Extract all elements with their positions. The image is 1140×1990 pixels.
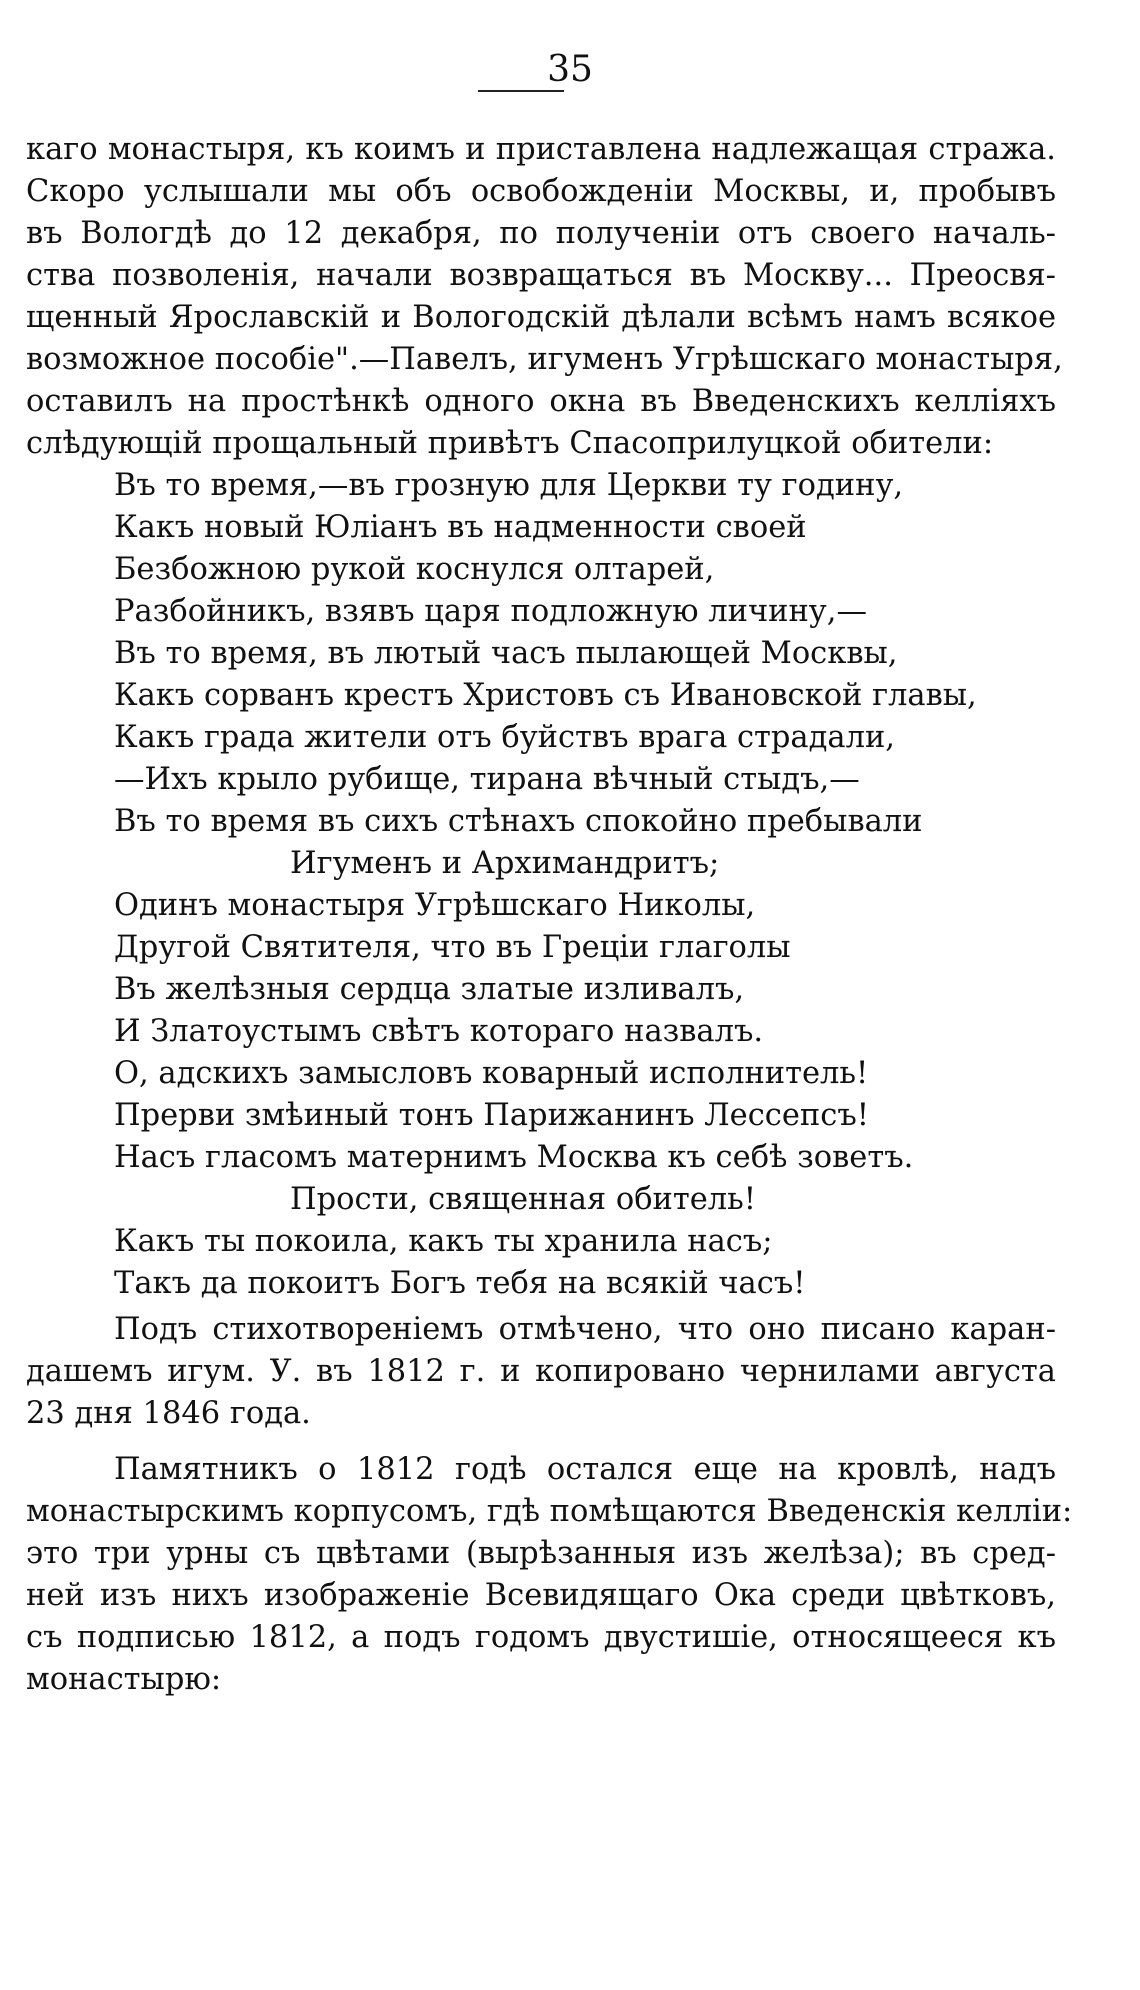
poem-line: Разбойникъ, взявъ царя подложную личину,— <box>114 594 867 629</box>
paragraph-1-line: щенный Ярославскій и Вологодскій дѣлали всѣмъ намъ всякое <box>26 300 1056 335</box>
header-rule <box>478 90 564 92</box>
poem-line: Въ то время,—въ грозную для Церкви ту годину, <box>114 468 904 503</box>
poem-line: Одинъ монастыря Угрѣшскаго Николы, <box>114 888 756 923</box>
page-number: 35 <box>547 49 593 90</box>
poem-line: Въ желѣзныя сердца златые изливалъ, <box>114 972 745 1007</box>
paragraph-2-line: Подъ стихотвореніемъ отмѣчено, что оно писано каран- <box>114 1312 1056 1347</box>
poem-line: Въ то время въ сихъ стѣнахъ спокойно пребывали <box>114 804 923 839</box>
paragraph-3-line: съ подписью 1812, а подъ годомъ двустишіе, относящееся къ <box>26 1620 1056 1655</box>
poem-line: Другой Святителя, что въ Греціи глаголы <box>114 930 791 965</box>
poem-line-centered: Игуменъ и Архимандритъ; <box>290 846 720 881</box>
paragraph-1-line: Скоро услышали мы объ освобожденіи Москвы, и, пробывъ <box>26 174 1056 209</box>
poem-line: Насъ гласомъ матернимъ Москва къ себѣ зоветъ. <box>114 1140 914 1175</box>
paragraph-2-line: дашемъ игум. У. въ 1812 г. и копировано чернилами августа <box>26 1354 1056 1389</box>
paragraph-1-line: оставилъ на простѣнкѣ одного окна въ Введенскихъ келліяхъ <box>26 384 1056 419</box>
paragraph-3-line: это три урны съ цвѣтами (вырѣзанныя изъ желѣза); въ сред- <box>26 1536 1056 1571</box>
poem-line: Безбожною рукой коснулся олтарей, <box>114 552 715 587</box>
poem-line: Въ то время, въ лютый часъ пылающей Москвы, <box>114 636 898 671</box>
poem-line-centered: Прости, священная обитель! <box>290 1182 757 1217</box>
poem-line: Такъ да покоитъ Богъ тебя на всякій часъ! <box>114 1266 806 1301</box>
poem-line: Прерви змѣиный тонъ Парижанинъ Лессепсъ! <box>114 1098 870 1133</box>
paragraph-1-line: ства позволенія, начали возвращаться въ Москву... Преосвя- <box>26 258 1056 293</box>
paragraph-1-line: слѣдующій прощальный привѣтъ Спасоприлуцкой обители: <box>26 426 994 461</box>
poem-line: Какъ сорванъ крестъ Христовъ съ Ивановской главы, <box>114 678 977 713</box>
poem-line: О, адскихъ замысловъ коварный исполнитель! <box>114 1056 869 1091</box>
poem-line: И Златоустымъ свѣтъ котораго назвалъ. <box>114 1014 764 1049</box>
paragraph-2-line: 23 дня 1846 года. <box>26 1396 311 1431</box>
paragraph-1-line: въ Вологдѣ до 12 декабря, по полученіи отъ своего началь- <box>26 216 1056 251</box>
paragraph-3-line: монастырю: <box>26 1662 222 1697</box>
paragraph-1-line: каго монастыря, къ коимъ и приставлена надлежащая стража. <box>26 132 1056 167</box>
poem-line: Какъ града жители отъ буйствъ врага страдали, <box>114 720 895 755</box>
poem-line: Какъ ты покоила, какъ ты хранила насъ; <box>114 1224 773 1259</box>
paragraph-3-line: ней изъ нихъ изображеніе Всевидящаго Ока среди цвѣтковъ, <box>26 1578 1056 1613</box>
paragraph-3-line: монастырскимъ корпусомъ, гдѣ помѣщаются Введенскія келліи: <box>26 1494 1073 1529</box>
paragraph-1-line: возможное пособіе".—Павелъ, игуменъ Угрѣшскаго монастыря, <box>26 342 1063 377</box>
poem-line: —Ихъ крыло рубище, тирана вѣчный стыдъ,— <box>114 762 860 797</box>
poem-line: Какъ новый Юліанъ въ надменности своей <box>114 510 807 545</box>
paragraph-3-line: Памятникъ о 1812 годѣ остался еще на кровлѣ, надъ <box>114 1452 1056 1487</box>
